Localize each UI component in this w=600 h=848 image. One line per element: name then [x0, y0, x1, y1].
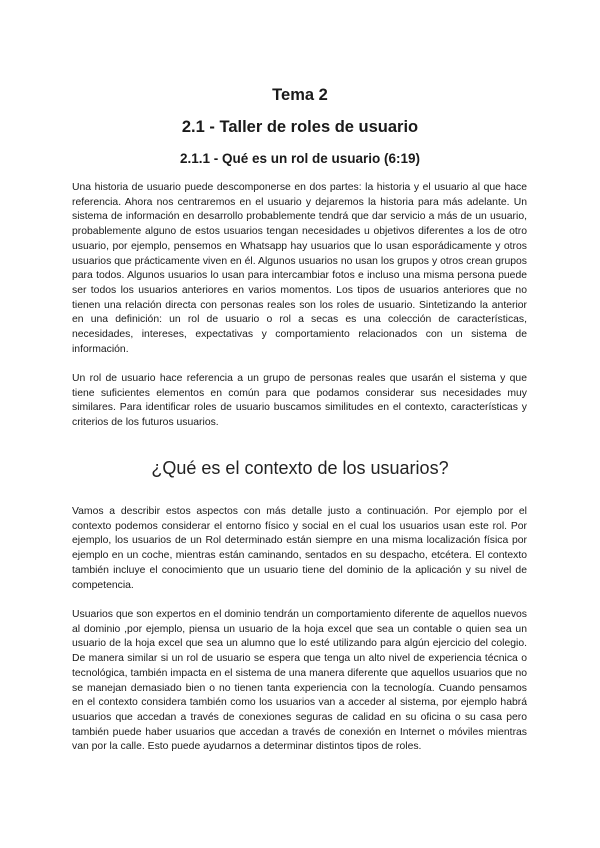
paragraph: Una historia de usuario puede descomponerse en dos partes: la historia y el usuario al que hace referencia. Ahora nos centraremos en el usuario y dejaremos la historia para más adelante. Un sistema de información en desarrollo probablemente tendrá que dar servicio a más de un usuario, probablemente alguno de estos usuarios tengan necesidades u objetivos diferentes a los de otro usuario, por ejemplo, pensemos en Whatsapp hay usuarios que lo usan esporádicamente y otros usuarios que prácticamente viven en él. Algunos usuarios no usan los grupos y otros crean grupos para todos. Algunos usuarios lo usan para intercambiar fotos e incluso una misma persona puede ser todos los usuarios anteriores en varios momentos. Los tipos de usuarios anteriores que no tienen una relación directa con personas reales son los roles de usuario. Sintetizando la anterior en una definición: un rol de usuario o rol a secas es una colección de características, necesidades, intereses, expectativas y comportamiento relacionados con un sistema de información.	[72, 182, 527, 355]
paragraph: Usuarios que son expertos en el dominio tendrán un comportamiento diferente de aquellos nuevos al dominio ,por ejemplo, piensa un usuario de la hoja excel que sea un contable o quien sea un usuario de la hoja excel que sea un alumno que lo esté utilizando para algún ejercicio del colegio. De manera similar si un rol de usuario se espera que tenga un alto nivel de experiencia técnica o tecnológica, también impacta en el sistema de una manera diferente que aquellos usuarios que no se manejan demasiado bien o no tienen tanta experiencia con la tecnología. Cuando pensamos en el contexto considera también como los usuarios van a acceder al sistema, por ejemplo habrá usuarios que accedan a través de conexiones seguras de calidad en su oficina o su casa pero también puede haber usuarios que accedan a través de conexión en Internet o móviles mientras van por la calle. Esto puede ayudarnos a determinar distintos tipos de roles.	[72, 609, 527, 753]
subsection-title: 2.1.1 - Qué es un rol de usuario (6:19)	[179, 151, 421, 166]
paragraph: Un rol de usuario hace referencia a un grupo de personas reales que usarán el sistema y que tiene suficientes elementos en común para que podamos considerar sus necesidades muy similares. Para identificar roles de usuario buscamos similitudes en el contexto, características y criterios de los futuros usuarios.	[72, 373, 527, 429]
topic-title: Tema 2	[272, 86, 328, 104]
paragraph: Vamos a describir estos aspectos con más detalle justo a continuación. Por ejemplo por el contexto podemos considerar el entorno físico y social en el cual los usuarios usan este rol. Por ejemplo, los usuarios de un Rol determinado están siempre en una misma localización física por ejemplo en un coche, mientras están caminando, sentados en su despacho, etcétera. El contexto también incluye el conocimiento que un usuario tiene del dominio de la aplicación y su nivel de competencia.	[72, 506, 527, 591]
context-heading: ¿Qué es el contexto de los usuarios?	[151, 458, 449, 478]
section-title: 2.1 - Taller de roles de usuario	[181, 118, 419, 136]
